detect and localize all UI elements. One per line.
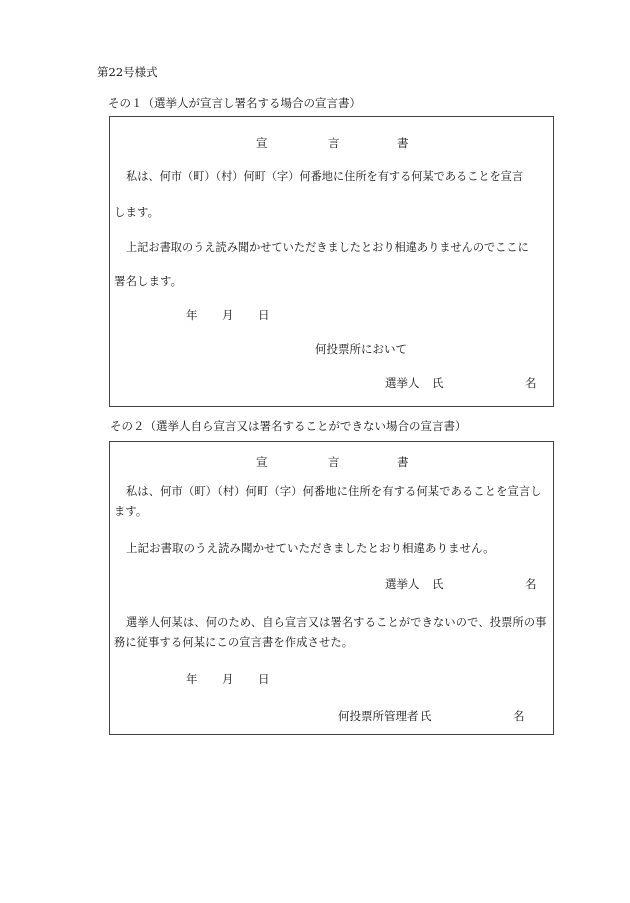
- section2-signer: 選挙人: [385, 577, 420, 591]
- section1-para1-line2: します。: [114, 205, 160, 219]
- declaration-title-char-3: 書: [397, 136, 409, 150]
- declaration-title-char-2: 言: [328, 136, 340, 150]
- section1-heading: その１（選挙人が宣言し署名する場合の宣言書）: [108, 96, 361, 110]
- section2-heading: その２（選挙人自ら宣言又は署名することができない場合の宣言書）: [110, 419, 467, 433]
- declaration-title-char-1: 宣: [256, 455, 268, 469]
- section1-date-day: 日: [258, 308, 270, 322]
- section2-para2: 上記お書取のうえ読み聞かせていただきましたとおり相違ありません。: [126, 541, 495, 555]
- section1-date-year: 年: [186, 308, 198, 322]
- section2-manager: 何投票所管理者: [338, 709, 419, 723]
- section2-name-label-1: 氏: [432, 577, 444, 591]
- declaration-box-2: [109, 441, 554, 735]
- declaration-title-char-2: 言: [328, 455, 340, 469]
- section2-para1: 私は、何市（町）（村）何町（字）何番地に住所を有する何某であることを宣言します。: [114, 485, 542, 518]
- section1-signer: 選挙人: [385, 376, 420, 390]
- section2-date-month: 月: [222, 672, 234, 686]
- declaration-title-char-1: 宣: [256, 136, 268, 150]
- section2-name-label-2: 名: [525, 577, 537, 591]
- section1-date-month: 月: [222, 308, 234, 322]
- section2-date-year: 年: [186, 672, 198, 686]
- section1-location: 何投票所において: [315, 342, 407, 356]
- form-number: 第22号様式: [97, 65, 158, 79]
- section2-manager-name-2: 名: [513, 709, 525, 723]
- section2-manager-name-1: 氏: [420, 709, 432, 723]
- declaration-title-char-3: 書: [397, 455, 409, 469]
- declaration-box-1: [109, 116, 554, 407]
- section2-date-day: 日: [258, 672, 270, 686]
- section1-name-label-2: 名: [525, 376, 537, 390]
- section2-para3: 選挙人何某は、何のため、自ら宣言又は署名することができないので、投票所の事務に従事する何某にこの宣言書を作成させた。: [114, 616, 547, 649]
- section1-para1-line1: 私は、何市（町）（村）何町（字）何番地に住所を有する何某であることを宣言: [126, 170, 524, 183]
- section1-name-label-1: 氏: [432, 376, 444, 390]
- section1-para2-line2: 署名します。: [114, 274, 183, 288]
- section1-para2-line1: 上記お書取のうえ読み聞かせていただきましたとおり相違ありませんのでここに: [126, 241, 529, 254]
